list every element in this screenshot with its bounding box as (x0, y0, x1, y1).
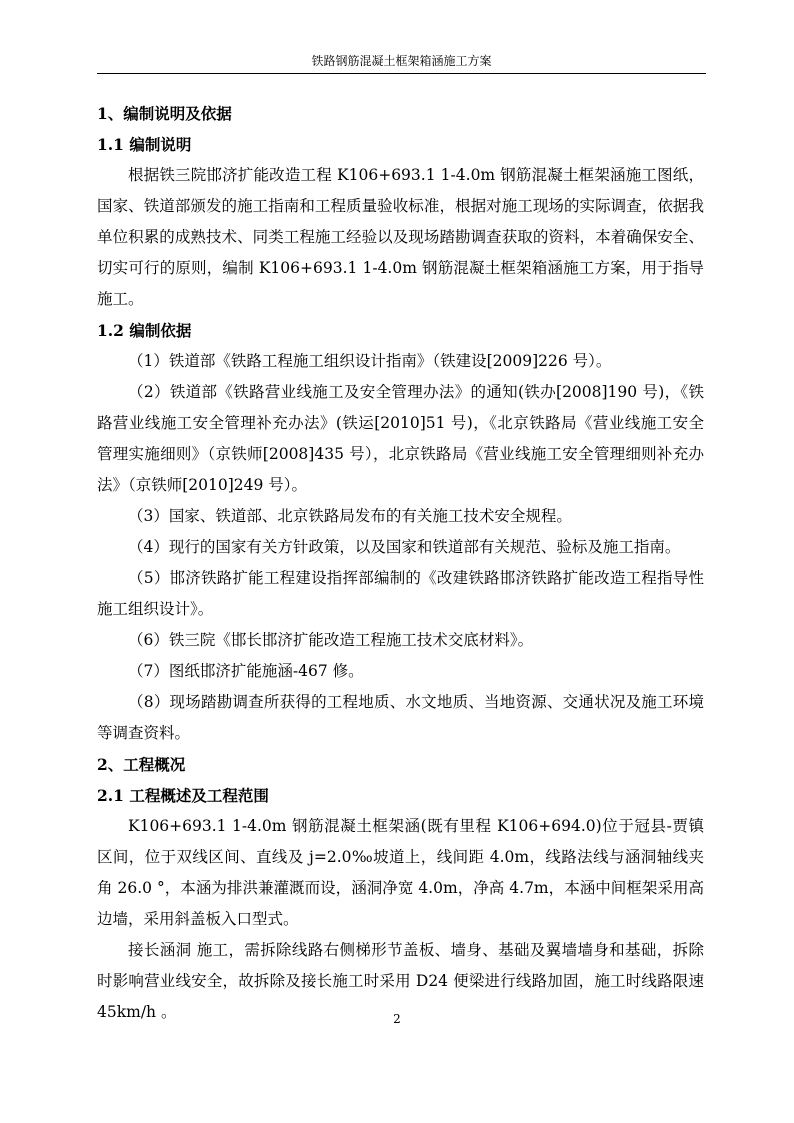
paragraph: K106+693.1 1-4.0m 钢筋混凝土框架涵(既有里程 K106+694.0)位于冠县-贾镇区间，位于双线区间、直线及 j=2.0‰坡道上，线间距 4.0m，线路法线与涵洞轴线夹角 26.0 °，本涵为排洪兼灌溉而设，涵洞净宽 4.0m，净高 4.7m，本涵中间框架采用高边墙，采用斜盖板入口型式。 (97, 817, 704, 928)
paragraph: 接长涵洞 施工，需拆除线路右侧梯形节盖板、墙身、基础及翼墙墙身和基础，拆除时影响营业线安全，故拆除及接长施工时采用 D24 便梁进行线路加固，施工时线路限速 45km/h 。 (97, 941, 704, 1021)
subsection-heading: 1.1 编制说明 (97, 135, 192, 154)
page-number: 2 (393, 1012, 401, 1026)
section-heading: 2、工程概况 (97, 755, 186, 774)
document-body (97, 98, 704, 1028)
header-title: 铁路钢筋混凝土框架箱涵施工方案 (311, 54, 492, 68)
subsection-heading: 1.2 编制依据 (97, 321, 192, 340)
subsection-heading: 2.1 工程概述及工程范围 (97, 786, 269, 805)
list-item: （8）现场踏勘调查所获得的工程地质、水文地质、当地资源、交通状况及施工环境等调查资料。 (97, 693, 704, 742)
page-header (97, 51, 706, 74)
list-item: （5）邯济铁路扩能工程建设指挥部编制的《改建铁路邯济铁路扩能改造工程指导性施工组织设计》。 (97, 569, 704, 618)
list-item: （7）图纸邯济扩能施涵-467 修。 (128, 662, 364, 680)
list-item: （1）铁道部《铁路工程施工组织设计指南》（铁建设[2009]226 号）。 (128, 352, 612, 370)
paragraph: 根据铁三院邯济扩能改造工程 K106+693.1 1-4.0m 钢筋混凝土框架涵施工图纸，国家、铁道部颁发的施工指南和工程质量验收标准，根据对施工现场的实际调查，依据我单位积累的成熟技术、同类工程施工经验以及现场踏勘调查获取的资料，本着确保安全、切实可行的原则，编制 K106+693.1 1-4.0m 钢筋混凝土框架箱涵施工方案，用于指导施工。 (97, 166, 704, 308)
list-item: （2）铁道部《铁路营业线施工及安全管理办法》的通知(铁办[2008]190 号)，《铁路营业线施工安全管理补充办法》(铁运[2010]51 号)，《北京铁路局《营业线施工安全管理实施细则》（京铁师[2008]435 号），北京铁路局《营业线施工安全管理细则补充办法》（京铁师[2010]249 号）。 (97, 383, 704, 494)
section-heading: 1、编制说明及依据 (97, 104, 232, 123)
list-item: （4）现行的国家有关方针政策，以及国家和铁道部有关规范、验标及施工指南。 (128, 538, 681, 556)
list-item: （6）铁三院《邯长邯济扩能改造工程施工技术交底材料》。 (128, 631, 534, 649)
list-item: （3）国家、铁道部、北京铁路局发布的有关施工技术安全规程。 (128, 507, 572, 525)
